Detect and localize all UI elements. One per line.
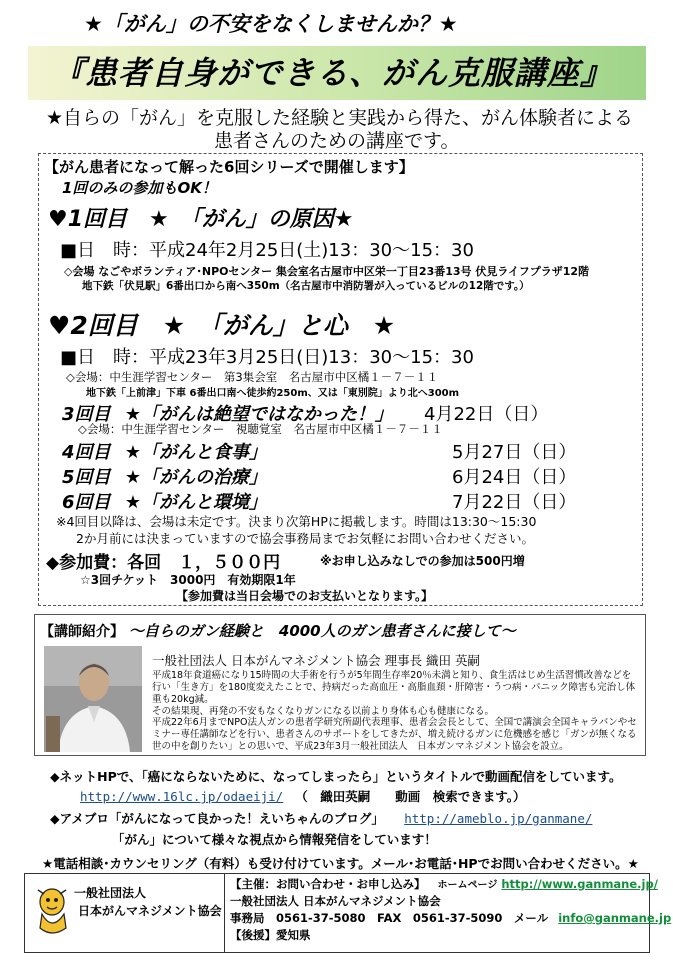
video-url-line — [80, 787, 525, 805]
ticket-info: ☆3回チケット 3000円 有効期限1年 — [80, 573, 296, 587]
session2-venue: ◇会場：中生涯学習センター 第3集会室 名古屋市中区橘１－７－１１ — [66, 370, 439, 384]
session6-row — [62, 488, 267, 514]
session2-heading: ♥2回目 ★ 「がん」と心 ★ — [48, 311, 396, 340]
blog-url-link[interactable]: http://ameblo.jp/ganmane/ — [404, 811, 593, 826]
session1-access: 地下鉄「伏見駅」6番出口から南へ350m（名古屋市中消防署が入っているビルの12階です。） — [82, 280, 530, 292]
contact-label: 【主催：お問い合わせ・お申し込み】 — [230, 877, 426, 891]
session6-date: 7月22日（日） — [452, 492, 577, 513]
blog-title: ◆アメブロ「がんになって良かった！えいちゃんのブログ」 — [50, 811, 384, 826]
homepage-label: ホームページ — [437, 880, 498, 891]
lecturer-bio-1b: その結果現、再発の不安もなくなりガンになる以前より身体も心も健康になる。 — [152, 706, 495, 717]
blog-line — [50, 809, 592, 827]
lecturer-photo — [44, 646, 142, 752]
session2-access: 地下鉄「上前津」下車 6番出口南へ徒歩約250m、又は「東別院」より北へ300m — [86, 388, 460, 399]
session3-title: ★「がんは絶望ではなかった！」 — [124, 404, 393, 425]
session2-datetime: ■日 時：平成23年3月25日(日)13：30～15：30 — [60, 347, 474, 368]
session5-title: ★「がんの治療」 — [124, 467, 267, 488]
phone-consult-line: ★電話相談･カウンセリング（有料）も受け付けています。メール･お電話･HPでお問い合わせください。★ — [42, 856, 639, 871]
session6-title: ★「がんと環境」 — [124, 492, 267, 513]
lecturer-title — [40, 620, 516, 641]
email-link[interactable]: info@ganmane.jp — [558, 911, 672, 925]
footer-org-name: 一般社団法人 日本がんマネジメント協会 — [230, 894, 441, 908]
mascot-logo-icon — [34, 884, 72, 938]
session5-row — [62, 463, 267, 489]
session4-num: 4回目 — [62, 442, 111, 463]
intro-line-2: 患者さんのための講座です。 — [214, 130, 460, 152]
logo-org-line-1: 一般社団法人 — [74, 886, 147, 900]
intro-line-1: ★自らの「がん」を克服した経験と実践から得た、がん体験者による — [46, 107, 634, 129]
video-info-line: ◆ネットHPで、「癌にならないために、なってしまったら」というタイトルで動画配信をしています。 — [50, 769, 622, 784]
session4-date: 5月27日（日） — [452, 442, 577, 463]
footer-office-line — [230, 910, 671, 926]
series-header: 【がん患者になって解った6回シリーズで開催します】 — [44, 158, 414, 176]
fee-line: ◆参加費：各回 １，５００円 — [46, 553, 281, 573]
venue-notes — [56, 513, 536, 547]
office-phone-fax: 事務局 0561-37-5080 FAX 0561-37-5090 メール — [230, 911, 549, 925]
footer-support: 【後援】愛知県 — [230, 928, 311, 942]
session5-num: 5回目 — [62, 467, 111, 488]
venue-note-2: 2か月前には決まっていますので協会事務局までお気軽にお問い合わせください。 — [76, 531, 534, 546]
session1-heading: ♥1回目 ★ 「がん」の原因★ — [48, 207, 354, 232]
logo-org-line-2: 日本がんマネジメント協会 — [78, 904, 222, 918]
video-search-hint: （ 織田英嗣 動画 検索できます。） — [295, 789, 526, 804]
blog-description: 「がん」について様々な視点から情報発信をしています！ — [112, 832, 437, 847]
session1-datetime: ■日 時：平成24年2月25日(土)13：30～15：30 — [60, 240, 474, 261]
session3-num: 3回目 — [62, 404, 111, 425]
fee-onsite-note: 【参加費は当日会場でのお支払いとなります。】 — [176, 589, 434, 603]
page-title: 『患者自身ができる、がん克服講座』 — [52, 54, 614, 92]
fee-note: ※お申し込みなしでの参加は500円増 — [320, 554, 525, 568]
session3-venue: ◇会場：中生涯学習センター 視聴覚室 名古屋市中区橘１－７－１１ — [78, 422, 443, 436]
session4-row — [62, 438, 267, 464]
footer-divider — [224, 873, 225, 953]
venue-note-1: ※4回目以降は、会場は未定です。決まり次第HPに掲載します。時間は13:30～15:30 — [56, 514, 537, 529]
homepage-link[interactable]: http://www.ganmane.jp/ — [501, 877, 658, 891]
session4-title: ★「がんと食事」 — [124, 442, 267, 463]
video-url-link[interactable]: http://www.16lc.jp/odaeiji/ — [80, 789, 284, 804]
lecturer-subtitle: ～自らのガン経験と 4000人のガン患者さんに接して～ — [128, 622, 516, 640]
lecturer-bio-1 — [152, 670, 640, 718]
once-ok-note: 1回のみの参加もOK！ — [62, 179, 217, 197]
session5-date: 6月24日（日） — [452, 467, 577, 488]
top-question: ★「がん」の不安をなくしませんか？★ — [84, 12, 458, 36]
footer-contact-line — [230, 876, 658, 892]
lecturer-bio-2: 平成22年6月までNPO法人ガンの患者学研究所副代表理事、患者会会長として、全国で講演会全国キャラバンやセミナー専任講師などを行い、患者さんのサポートをしてきたが、増え続けるガンに危機感を感じ「ガンが無くなる世の中を創りたい」との思いで、平成23年3月一般社団法人 日本ガンマネジメント協会を設立。 — [152, 717, 637, 752]
session6-num: 6回目 — [62, 492, 111, 513]
session1-venue: ◇会場 なごやボランティア･NPOセンター 集会室名古屋市中区栄一丁目23番13号 伏見ライフプラザ12階 — [64, 265, 590, 278]
session3-date: 4月22日（日） — [424, 404, 549, 425]
lecturer-bio-1a: 平成18年食道癌になり15時間の大手術を行うが5年間生存率20％未満と知り、食生活はじめ生活習慣改善などを行い「生き方」を180度変えたことで、持病だった高血圧・高脂血頚・肝障害・うつ病・パニック障害も完治し体重も20kg減。 — [152, 670, 636, 705]
lecturer-label: 【講師紹介】 — [40, 624, 124, 640]
lecturer-name: 一般社団法人 日本がんマネジメント協会 理事長 織田 英嗣 — [152, 653, 481, 668]
